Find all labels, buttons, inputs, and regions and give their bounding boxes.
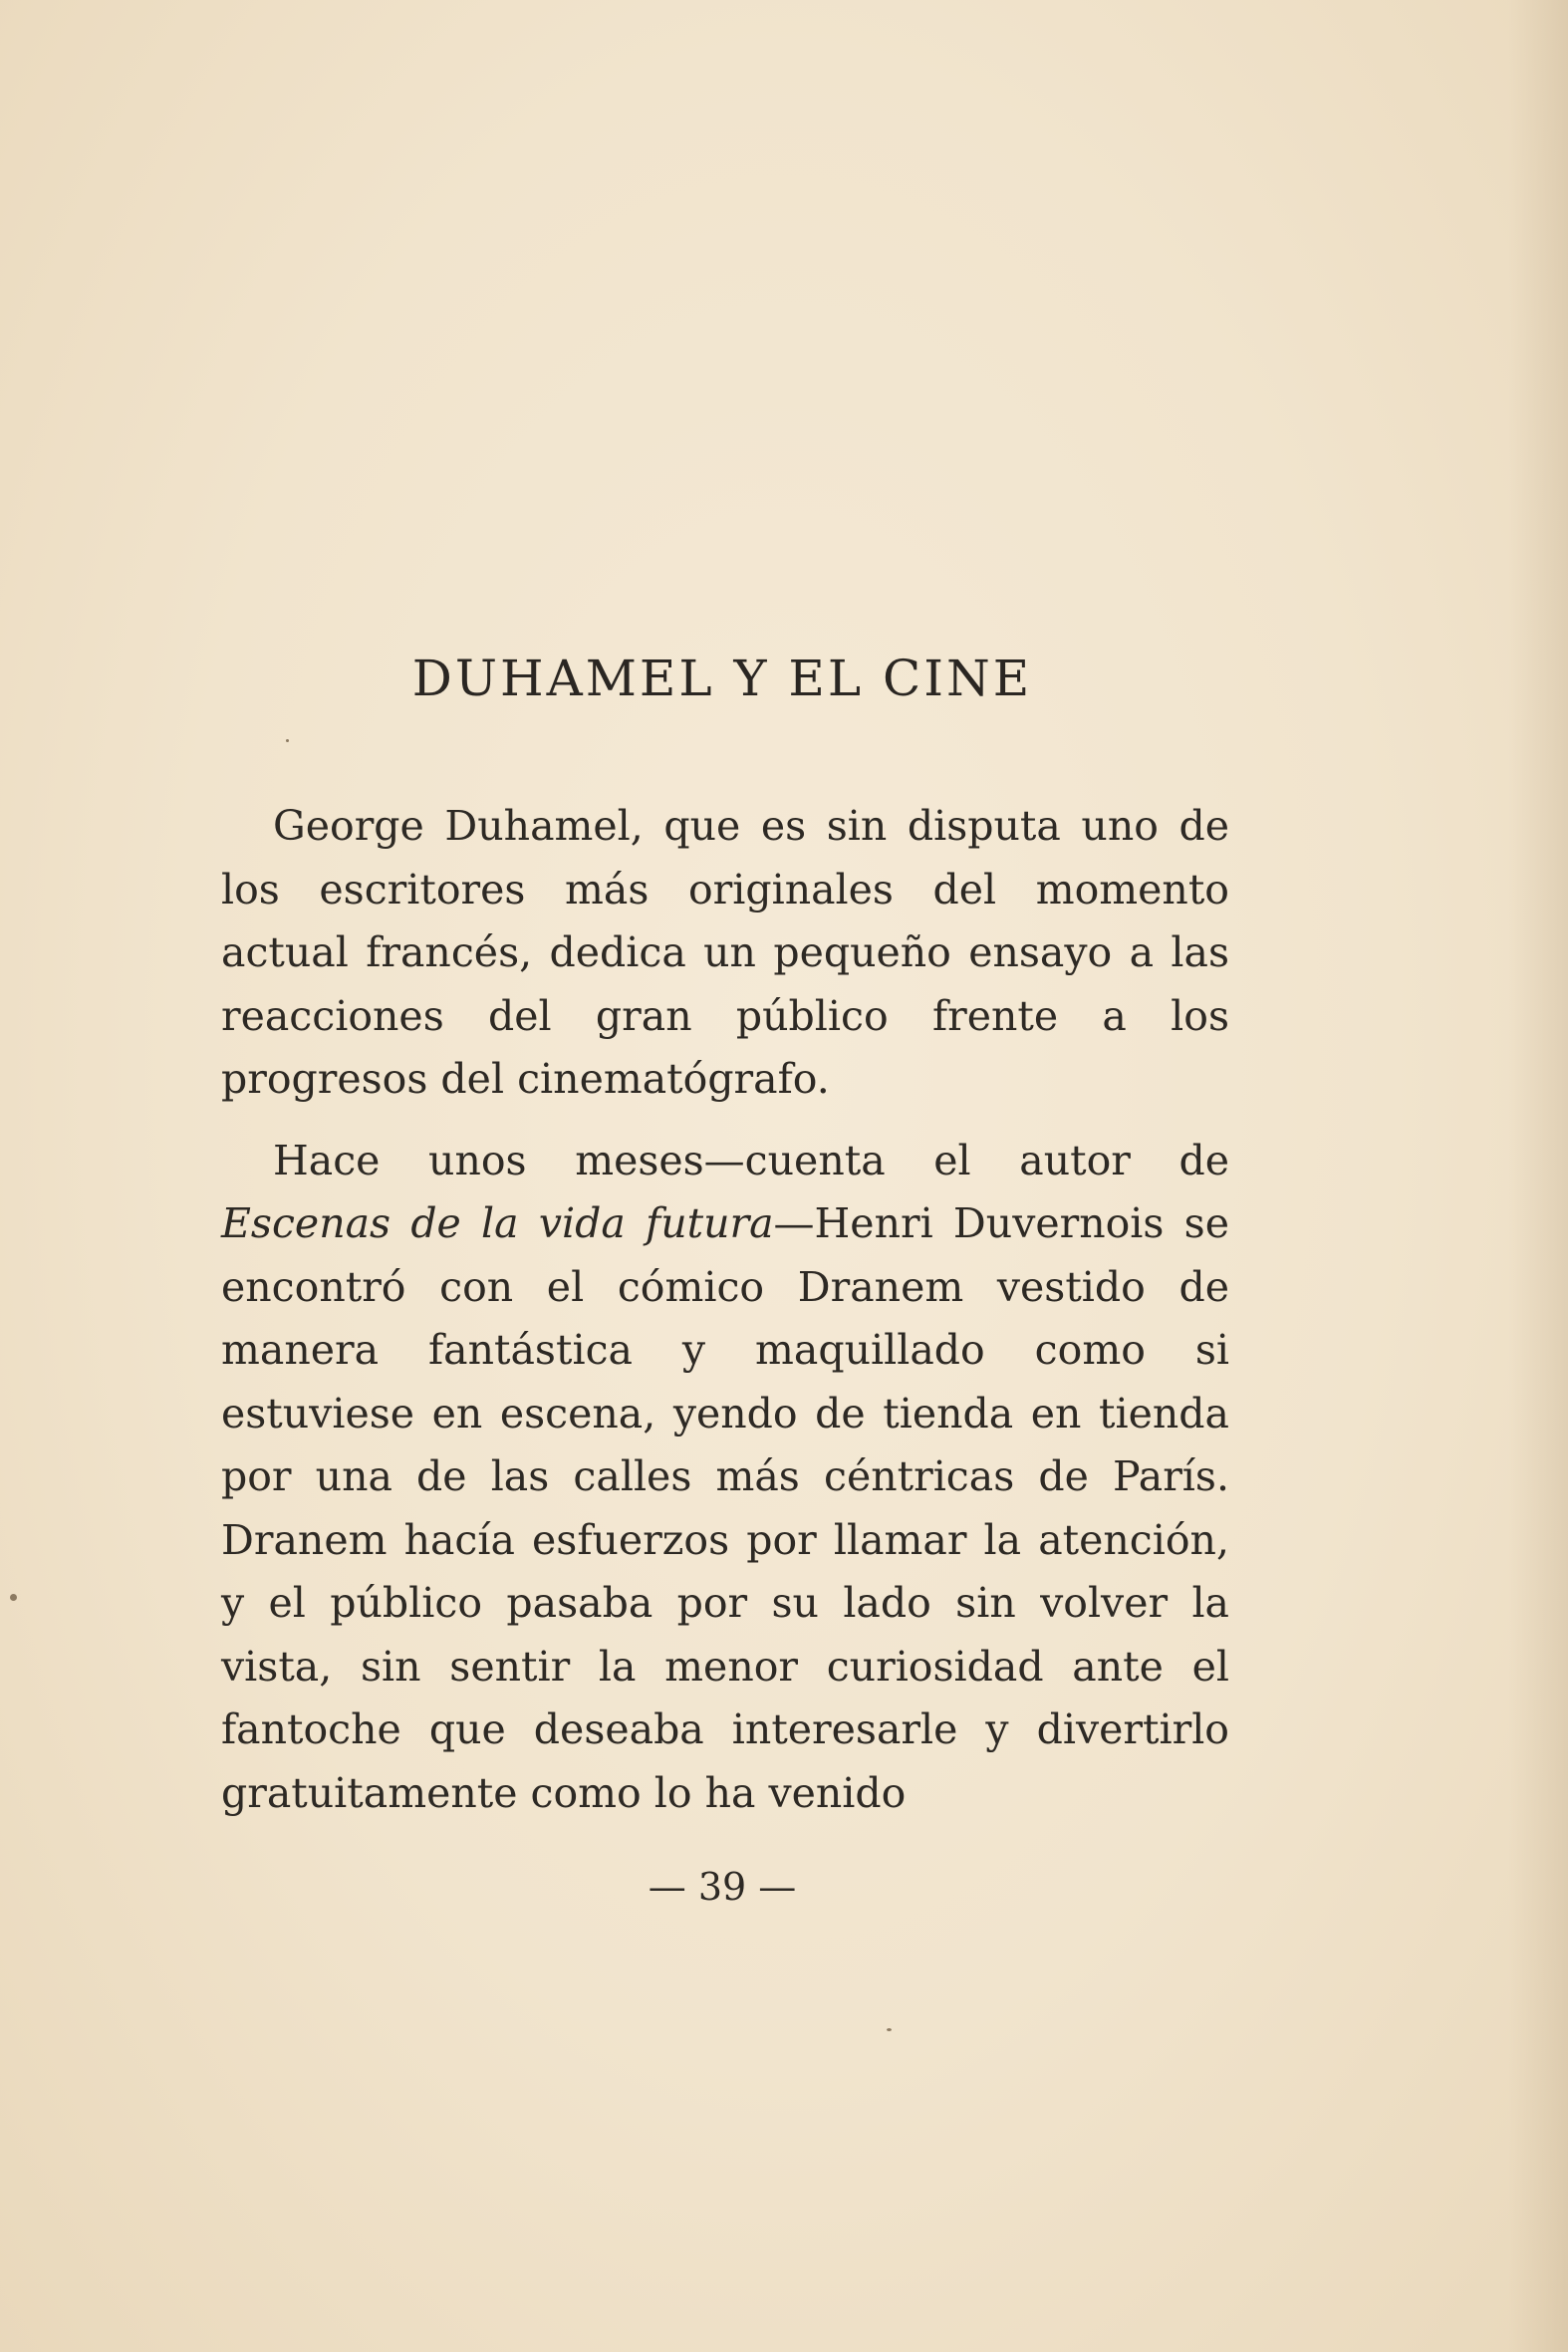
book-title-italic: Escenas de la vida futura (221, 1199, 774, 1247)
paragraph-2-text-start: Hace unos meses—cuenta el autor de (273, 1136, 1229, 1184)
chapter-title: DUHAMEL Y EL CINE (411, 650, 1033, 707)
page-edge-shadow (1508, 0, 1568, 2352)
paragraph-2-text-rest: —Henri Duvernois se encontró con el cómico Dranem vestido de manera fantástica y maquillado como si estuviese en escena, yendo de tienda en tienda por una de las calles más céntricas de París. Dranem hacía esfuerzos por llamar la atención, y el público pasaba por su lado sin volver la vista, sin sentir la menor curiosidad ante el fantoche que deseaba interesarle y divertirlo gratuitamente como lo ha venido (221, 1199, 1229, 1817)
body-text (221, 795, 1229, 1825)
paragraph-2 (221, 1130, 1229, 1826)
paper-speck (10, 1594, 17, 1601)
page-number: — 39 — (648, 1865, 797, 1909)
paragraph-1: George Duhamel, que es sin disputa uno de los escritores más originales del momento actual francés, dedica un pequeño ensayo a las reacciones del gran público frente a los progresos del cinematógrafo. (221, 802, 1229, 1103)
paper-speck (286, 739, 289, 742)
paper-speck (887, 2028, 892, 2031)
